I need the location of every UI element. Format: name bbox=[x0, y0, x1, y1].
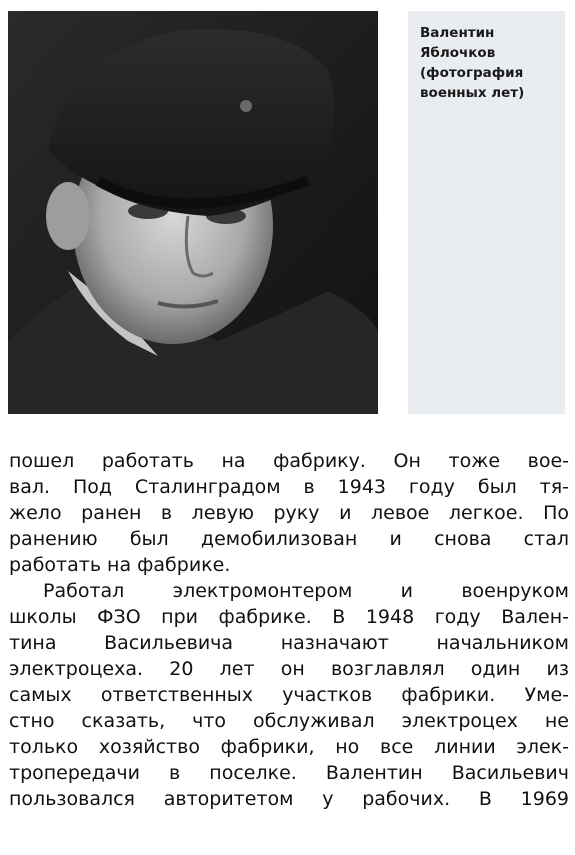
text-line: стно сказать, что обслуживал электроцех не bbox=[9, 710, 569, 732]
text-line: Работал электромонтером и военруком bbox=[43, 580, 569, 602]
text-line: жело ранен в левую руку и левое легкое. По bbox=[9, 502, 569, 524]
text-line: школы ФЗО при фабрике. В 1948 году Вален- bbox=[9, 606, 569, 628]
paragraph-1 bbox=[9, 448, 569, 578]
text-line: тина Васильевича назначают начальником bbox=[9, 632, 569, 654]
text-line: ранению был демобилизован и снова стал bbox=[9, 528, 569, 550]
text-line: пошел работать на фабрику. Он тоже вое- bbox=[9, 450, 569, 472]
caption-line: (фотография bbox=[420, 65, 524, 81]
photo-caption bbox=[420, 23, 560, 103]
caption-line: военных лет) bbox=[420, 85, 525, 101]
text-line: работать на фабрике. bbox=[9, 554, 231, 576]
caption-line: Валентин bbox=[420, 25, 495, 41]
portrait-photo bbox=[8, 11, 378, 414]
article-body bbox=[9, 448, 569, 812]
caption-line: Яблочков bbox=[420, 45, 496, 61]
text-line: только хозяйство фабрики, но все линии элек- bbox=[9, 736, 569, 758]
paragraph-2 bbox=[9, 578, 569, 812]
caption-panel bbox=[408, 11, 565, 414]
portrait-illustration bbox=[8, 11, 378, 414]
text-line: самых ответственных участков фабрики. Уме- bbox=[9, 684, 569, 706]
text-line: электроцеха. 20 лет он возглавлял один из bbox=[9, 658, 569, 680]
text-line: тропередачи в поселке. Валентин Васильевич bbox=[9, 762, 569, 784]
text-line: пользовался авторитетом у рабочих. В 1969 bbox=[9, 788, 569, 810]
text-line: вал. Под Сталинградом в 1943 году был тя- bbox=[9, 476, 569, 498]
